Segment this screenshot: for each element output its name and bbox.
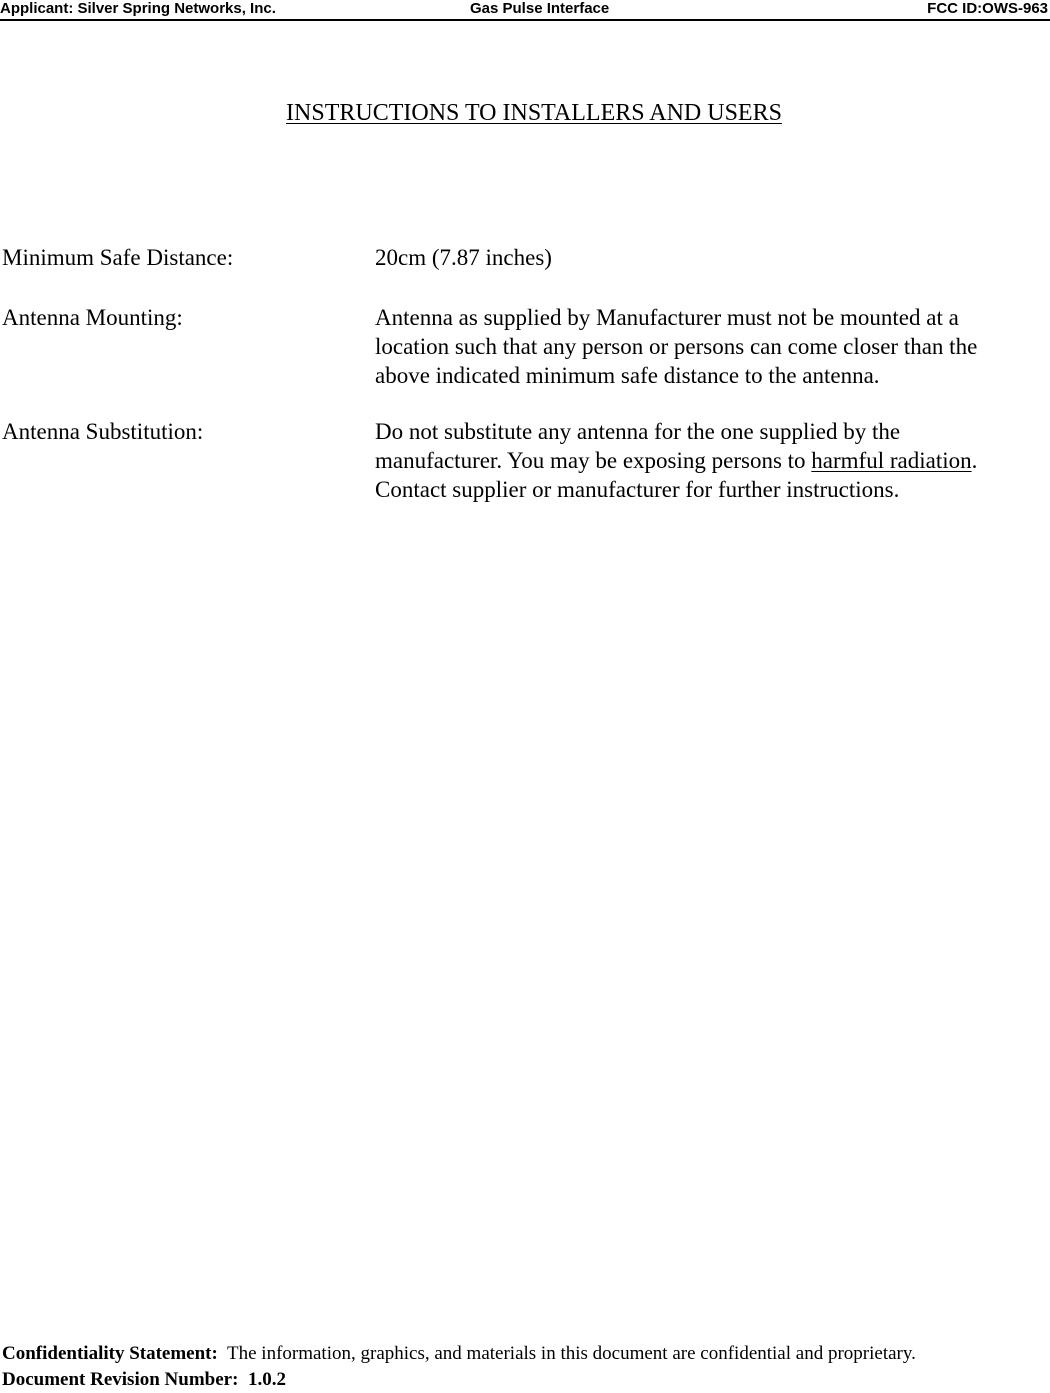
confidentiality-text: The information, graphics, and materials in this document are confidential and proprietary. — [217, 1343, 916, 1364]
applicant-label: Applicant: Silver Spring Networks, Inc. — [0, 0, 276, 17]
value-line: location such that any person or persons can come closer than the — [375, 334, 978, 359]
page-header — [0, 0, 1050, 21]
value-line: 20cm (7.87 inches) — [375, 245, 552, 270]
confidentiality-statement — [0, 1341, 1050, 1367]
harmful-radiation-text: harmful radiation — [811, 448, 972, 473]
page-title-text: INSTRUCTIONS TO INSTALLERS AND USERS — [286, 100, 782, 126]
minimum-safe-distance-label: Minimum Safe Distance: — [2, 245, 234, 270]
value-line: Contact supplier or manufacturer for further instructions. — [375, 477, 900, 502]
value-line: Antenna as supplied by Manufacturer must not be mounted at a — [375, 305, 959, 330]
antenna-substitution-label: Antenna Substitution: — [2, 419, 204, 444]
minimum-safe-distance-value — [375, 243, 1050, 272]
value-line-suffix: . — [971, 448, 978, 473]
document-revision — [0, 1367, 1050, 1393]
page-footer — [0, 1341, 1050, 1393]
value-line-prefix: manufacturer. You may be exposing persons to — [375, 448, 812, 473]
antenna-mounting-label: Antenna Mounting: — [2, 305, 183, 330]
value-line — [375, 446, 1050, 475]
revision-label: Document Revision Number: — [2, 1369, 239, 1390]
value-line: Do not substitute any antenna for the one supplied by the — [375, 419, 901, 444]
revision-value: 1.0.2 — [238, 1369, 286, 1390]
fcc-id: FCC ID:OWS-963 — [927, 0, 1048, 17]
antenna-mounting-value — [375, 303, 1050, 390]
confidentiality-label: Confidentiality Statement: — [2, 1343, 218, 1364]
antenna-substitution-value — [375, 417, 1050, 504]
value-line: above indicated minimum safe distance to the antenna. — [375, 363, 880, 388]
product-name: Gas Pulse Interface — [470, 0, 610, 17]
page-title — [0, 98, 1050, 128]
